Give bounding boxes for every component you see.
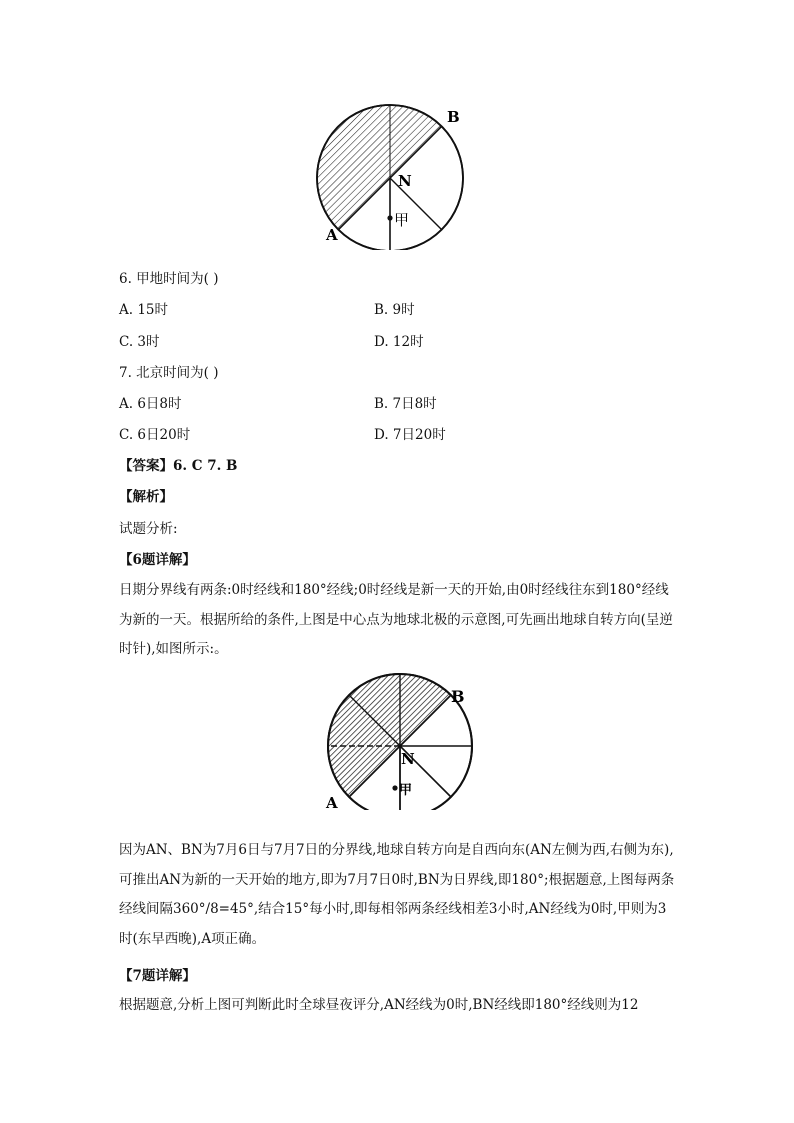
q6-option-d: D. 12时: [374, 334, 424, 350]
label-b-2: B: [451, 687, 465, 706]
polar-diagram-1: [310, 100, 480, 250]
q6-option-b: B. 9时: [374, 302, 415, 318]
label-jia: 甲: [394, 211, 410, 229]
detail-6-heading: 【6题详解】: [119, 552, 196, 568]
analysis-intro: 试题分析:: [119, 521, 178, 537]
point-jia-2: [392, 785, 397, 790]
question-6-stem: 6. 甲地时间为( ): [119, 271, 219, 287]
label-a: A: [326, 226, 338, 244]
detail-7-heading: 【7题详解】: [119, 968, 196, 984]
label-n: N: [398, 172, 412, 190]
detail-7-paragraph: 根据题意,分析上图可判断此时全球昼夜评分,AN经线为0时,BN经线即180°经线则为12: [119, 997, 639, 1013]
question-7-stem: 7. 北京时间为( ): [119, 365, 219, 381]
polar-diagram-2: [312, 672, 484, 810]
q7-option-d: D. 7日20时: [374, 427, 446, 443]
detail-6-paragraph-1: 日期分界线有两条:0时经线和180°经线;0时经线是新一天的开始,由0时经线往东到180°经线为新的一天。根据所给的条件,上图是中心点为地球北极的示意图,可先画出地球自转方向(呈逆时针),如图所示:。: [119, 582, 673, 657]
q6-option-a: A. 15时: [119, 302, 169, 318]
q7-option-c: C. 6日20时: [119, 427, 191, 443]
label-jia-2: 甲: [399, 783, 413, 798]
label-n-2: N: [401, 750, 415, 768]
q6-option-c: C. 3时: [119, 334, 160, 350]
q7-option-a: A. 6日8时: [119, 396, 182, 412]
point-jia: [387, 215, 392, 220]
answer-line: 【答案】6. C 7. B: [119, 458, 238, 474]
analysis-heading: 【解析】: [119, 489, 173, 505]
label-b: B: [447, 108, 460, 126]
q7-option-b: B. 7日8时: [374, 396, 437, 412]
label-a-2: A: [326, 794, 338, 810]
detail-6-paragraph-2: 因为AN、BN为7月6日与7月7日的分界线,地球自转方向是自西向东(AN左侧为西,右侧为东),可推出AN为新的一天开始的地方,即为7月7日0时,BN为日界线,即180°;根据题意,上图每两条经线间隔360°/8=45°,结合15°每小时,即每相邻两条经线相差3小时,AN经线为0时,甲则为3时(东早西晚),A项正确。: [119, 842, 675, 947]
